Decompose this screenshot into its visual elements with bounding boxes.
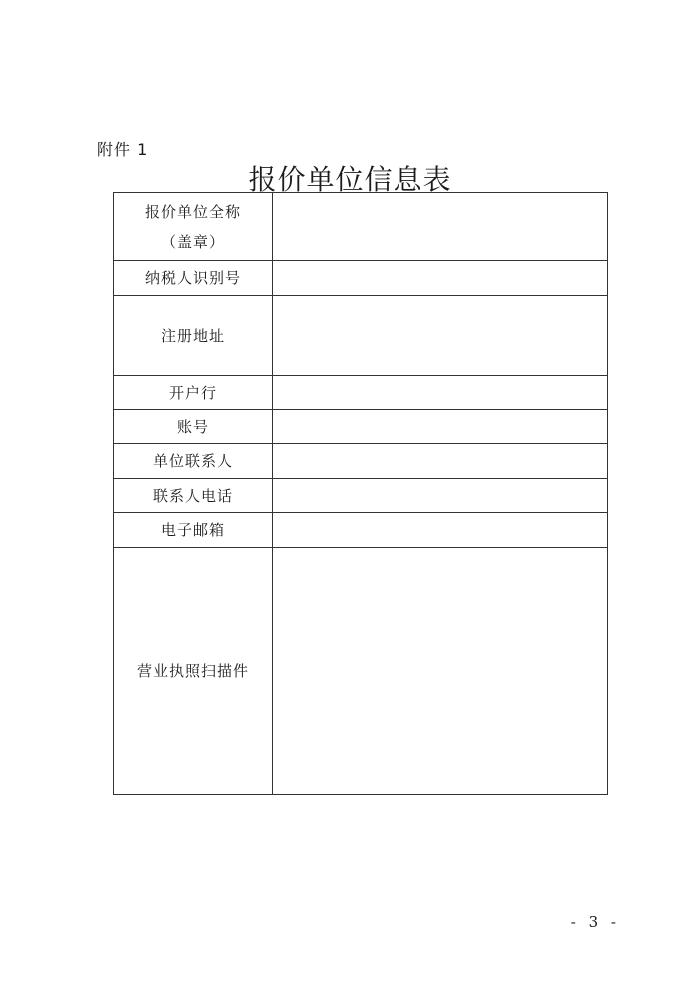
- value-business-license[interactable]: [273, 548, 608, 795]
- value-company-name[interactable]: [273, 193, 608, 261]
- table-row: [114, 548, 608, 795]
- label-email: 电子邮箱: [114, 513, 273, 548]
- value-account[interactable]: [273, 410, 608, 444]
- label-registered-address: 注册地址: [114, 296, 273, 376]
- page-number: - 3 -: [570, 913, 620, 931]
- label-company-name-text: 报价单位全称: [144, 202, 241, 221]
- table-row: [114, 513, 608, 548]
- label-company-name-sub: （盖章）: [160, 232, 225, 251]
- value-contact-person[interactable]: [273, 444, 608, 479]
- label-account: 账号: [114, 410, 273, 444]
- table-row: [114, 261, 608, 296]
- value-contact-phone[interactable]: [273, 479, 608, 513]
- label-company-name: [114, 193, 273, 261]
- table-row: [114, 410, 608, 444]
- value-taxpayer-id[interactable]: [273, 261, 608, 296]
- label-business-license: 营业执照扫描件: [114, 548, 273, 795]
- table-row: [114, 444, 608, 479]
- table-row: [114, 193, 608, 261]
- label-bank: 开户行: [114, 376, 273, 410]
- value-bank[interactable]: [273, 376, 608, 410]
- label-contact-phone: 联系人电话: [114, 479, 273, 513]
- table-row: [114, 479, 608, 513]
- info-table: [113, 192, 608, 795]
- label-contact-person: 单位联系人: [114, 444, 273, 479]
- label-taxpayer-id: 纳税人识别号: [114, 261, 273, 296]
- table-row: [114, 296, 608, 376]
- table-row: [114, 376, 608, 410]
- value-registered-address[interactable]: [273, 296, 608, 376]
- page-title: 报价单位信息表: [248, 163, 452, 196]
- value-email[interactable]: [273, 513, 608, 548]
- attachment-label: 附件 1: [97, 140, 149, 159]
